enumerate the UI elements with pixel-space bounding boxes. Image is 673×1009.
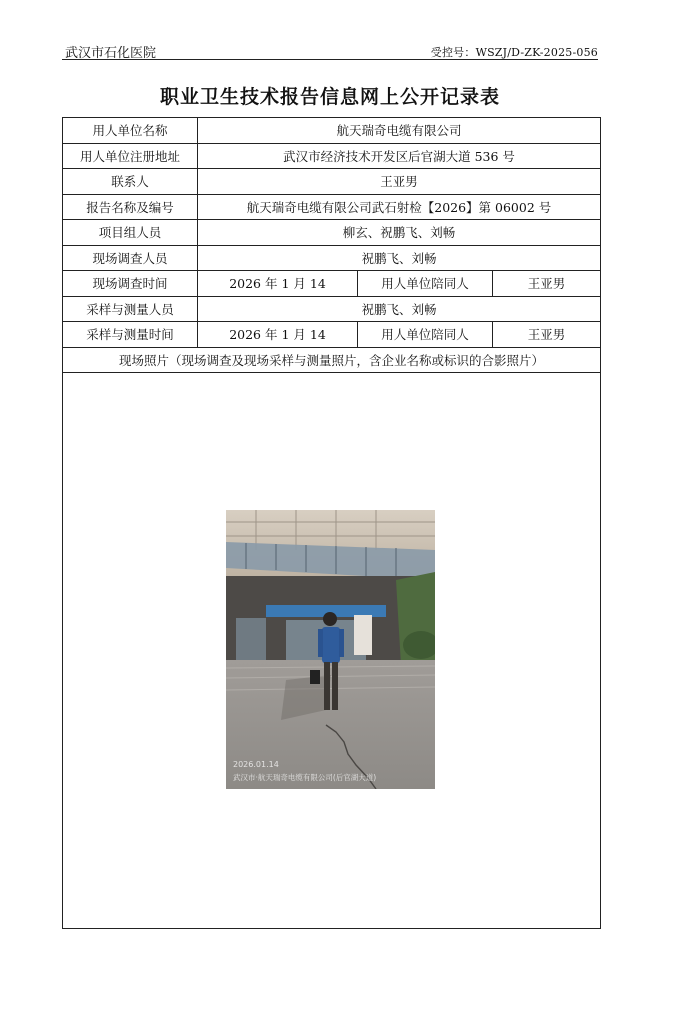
page-title: 职业卫生技术报告信息网上公开记录表 xyxy=(159,86,500,108)
site-photo xyxy=(226,510,435,789)
contact-value: 王亚男 xyxy=(198,169,601,195)
row-label: 报告名称及编号 xyxy=(63,194,198,220)
site-photo-illustration xyxy=(226,510,435,789)
report-value: 航天瑞奇电缆有限公司武石射检【2026】第 06002 号 xyxy=(198,194,601,220)
escort-value: 王亚男 xyxy=(493,271,601,297)
record-form-table xyxy=(62,117,601,929)
row-label: 采样与测量时间 xyxy=(63,322,198,348)
survey-time-value: 2026 年 1 月 14 xyxy=(198,271,358,297)
escort-value: 王亚男 xyxy=(493,322,601,348)
row-label: 现场调查人员 xyxy=(63,245,198,271)
table-row xyxy=(63,245,601,271)
unit-address-value: 武汉市经济技术开发区后官湖大道 536 号 xyxy=(198,143,601,169)
sampling-time-value: 2026 年 1 月 14 xyxy=(198,322,358,348)
table-row xyxy=(63,169,601,195)
table-row xyxy=(63,271,601,297)
escort-label: 用人单位陪同人 xyxy=(358,322,493,348)
table-row xyxy=(63,373,601,929)
table-row xyxy=(63,194,601,220)
table-row xyxy=(63,296,601,322)
team-value: 柳玄、祝鹏飞、刘畅 xyxy=(198,220,601,246)
header-rule xyxy=(62,59,598,60)
hospital-name: 武汉市石化医院 xyxy=(65,46,157,61)
row-label: 现场调查时间 xyxy=(63,271,198,297)
row-label: 采样与测量人员 xyxy=(63,296,198,322)
unit-name-value: 航天瑞奇电缆有限公司 xyxy=(198,118,601,144)
table-row xyxy=(63,322,601,348)
row-label: 用人单位注册地址 xyxy=(63,143,198,169)
control-number: 受控号：WSZJ/D-ZK-2025-056 xyxy=(430,46,598,59)
photo-date-stamp: 2026.01.14 xyxy=(233,760,279,769)
table-row xyxy=(63,347,601,373)
escort-label: 用人单位陪同人 xyxy=(358,271,493,297)
photo-cell xyxy=(63,373,601,929)
photos-heading: 现场照片（现场调查及现场采样与测量照片，含企业名称或标识的合影照片） xyxy=(63,347,601,373)
sampling-staff-value: 祝鹏飞、刘畅 xyxy=(198,296,601,322)
table-row xyxy=(63,220,601,246)
row-label: 用人单位名称 xyxy=(63,118,198,144)
row-label: 项目组人员 xyxy=(63,220,198,246)
row-label: 联系人 xyxy=(63,169,198,195)
table-row xyxy=(63,143,601,169)
table-row xyxy=(63,118,601,144)
photo-location-stamp: 武汉市·航天瑞奇电缆有限公司(后官湖大道) xyxy=(233,773,377,782)
survey-staff-value: 祝鹏飞、刘畅 xyxy=(198,245,601,271)
